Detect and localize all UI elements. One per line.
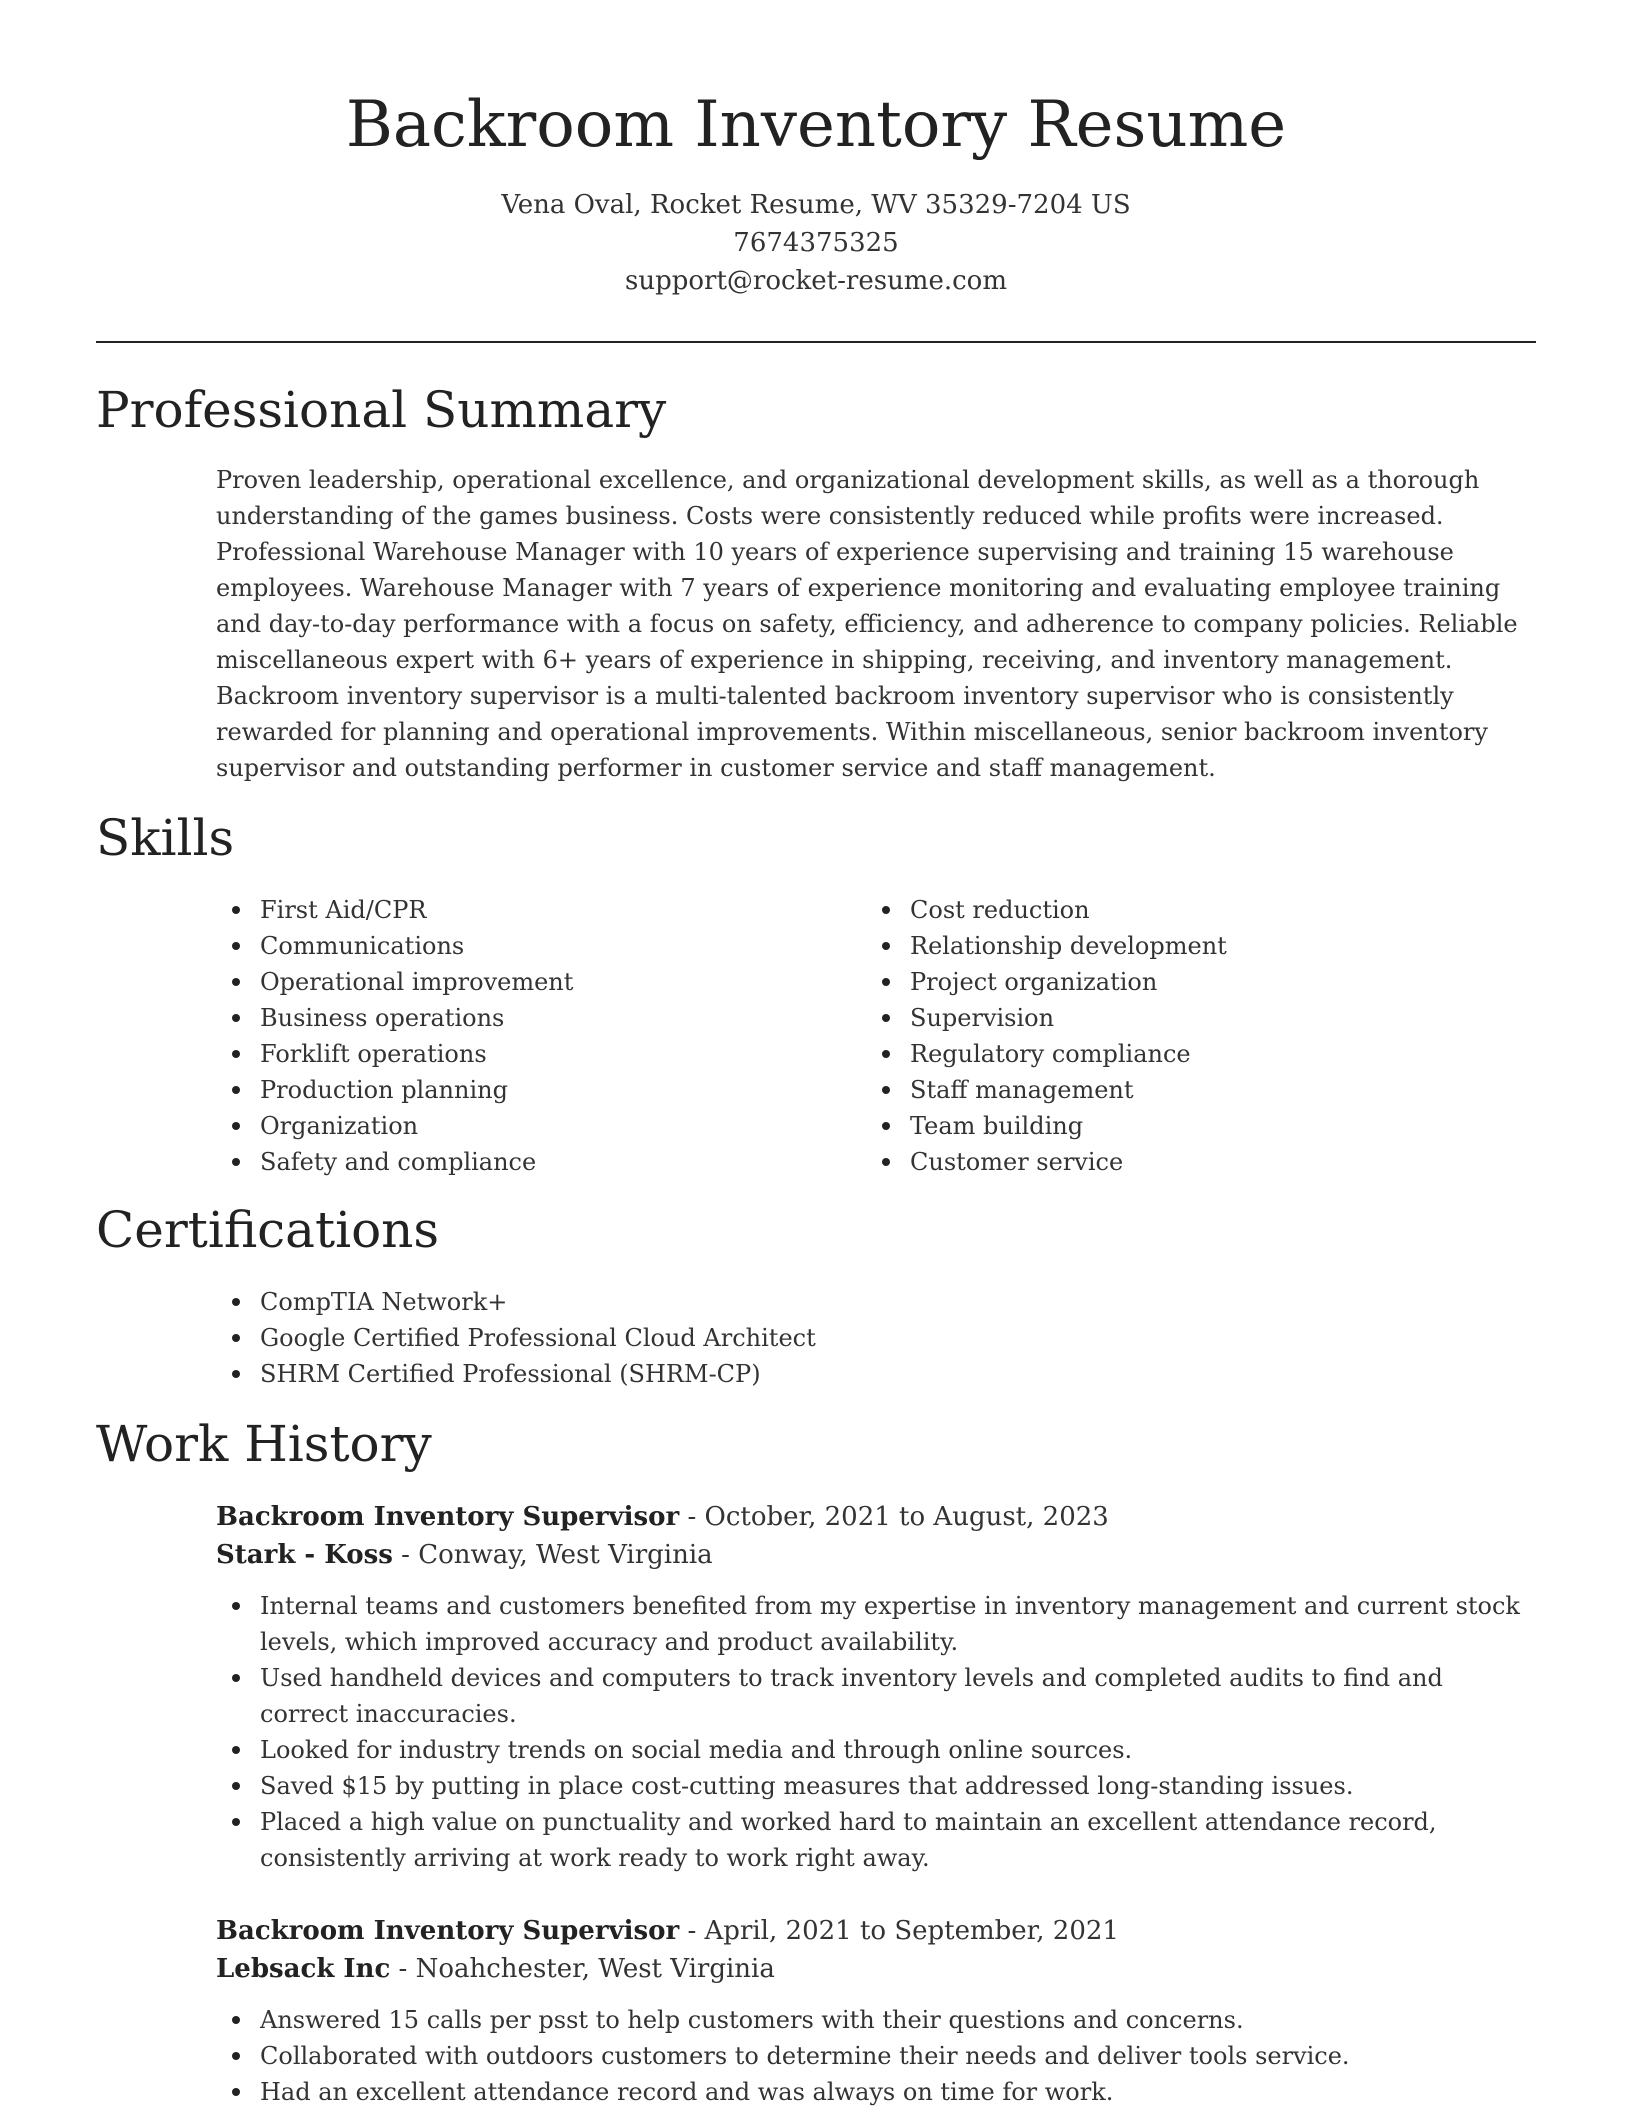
summary-text: Proven leadership, operational excellence, and organizational development skills, as well as a thorough understanding of the games business. Costs were consistently reduced while profits were increased. Professional Warehouse Manager with 10 years of experience supervising and training 15 warehouse employees. Warehouse Manager with 7 years of experience monitoring and evaluating employee training and day-to-day performance with a focus on safety, efficiency, and adherence to company policies. Reliable miscellaneous expert with 6+ years of experience in shipping, receiving, and inventory management. Backroom inventory supervisor is a multi-talented backroom inventory supervisor who is consistently rewarded for planning and operational improvements. Within miscellaneous, senior backroom inventory supervisor and outstanding performer in customer service and staff management. — [216, 466, 1518, 782]
list-item: Relationship development — [866, 928, 1466, 964]
list-item: Production planning — [216, 1072, 816, 1108]
list-item: Used handheld devices and computers to track inventory levels and completed audits to find and correct inaccuracies. — [216, 1660, 1526, 1732]
certifications-list — [216, 1284, 1516, 1392]
list-item: Operational improvement — [216, 964, 816, 1000]
job-location: - Noahchester, West Virginia — [390, 1954, 775, 1984]
list-item: Business operations — [216, 1000, 816, 1036]
list-item: Safety and compliance — [216, 1144, 816, 1180]
list-item: Google Certified Professional Cloud Architect — [216, 1320, 1516, 1356]
certifications-block — [216, 1284, 1516, 1392]
job-entry — [216, 1498, 1526, 1876]
certifications-heading: Certifications — [96, 1201, 440, 1259]
list-item: Forklift operations — [216, 1036, 816, 1072]
list-item: Had an excellent attendance record and was always on time for work. — [216, 2074, 1526, 2110]
resume-header — [0, 0, 1632, 300]
job-dates: - October, 2021 to August, 2023 — [679, 1502, 1109, 1532]
list-item: CompTIA Network+ — [216, 1284, 1516, 1320]
list-item: Supervision — [866, 1000, 1466, 1036]
job-dates: - April, 2021 to September, 2021 — [679, 1916, 1119, 1946]
list-item: SHRM Certified Professional (SHRM-CP) — [216, 1356, 1516, 1392]
job-company-line — [216, 1950, 1526, 1988]
job-entry — [216, 1912, 1526, 2110]
list-item: Team building — [866, 1108, 1466, 1144]
phone: 7674375325 — [733, 228, 899, 258]
job-title-line — [216, 1498, 1526, 1536]
job-company-line — [216, 1536, 1526, 1574]
skills-column-left — [216, 892, 816, 1180]
job-bullets — [216, 1588, 1526, 1876]
header-divider — [96, 341, 1536, 343]
list-item: Looked for industry trends on social media and through online sources. — [216, 1732, 1526, 1768]
skills-list-right — [866, 892, 1466, 1180]
address: Vena Oval, Rocket Resume, WV 35329-7204 US — [501, 190, 1131, 220]
work-history-heading: Work History — [96, 1415, 432, 1473]
list-item: Communications — [216, 928, 816, 964]
list-item: Internal teams and customers benefited from my expertise in inventory management and current stock levels, which improved accuracy and product availability. — [216, 1588, 1526, 1660]
list-item: Staff management — [866, 1072, 1466, 1108]
contact-info — [0, 186, 1632, 300]
job-role: Backroom Inventory Supervisor — [216, 1502, 680, 1532]
list-item: Cost reduction — [866, 892, 1466, 928]
job-bullets — [216, 2002, 1526, 2110]
job-company: Lebsack Inc — [216, 1954, 391, 1984]
job-company: Stark - Koss — [216, 1540, 393, 1570]
summary-heading: Professional Summary — [96, 381, 667, 439]
list-item: Placed a high value on punctuality and worked hard to maintain an excellent attendance record, consistently arriving at work ready to work right away. — [216, 1804, 1526, 1876]
job-location: - Conway, West Virginia — [392, 1540, 713, 1570]
skills-column-right — [866, 892, 1466, 1180]
list-item: Saved $15 by putting in place cost-cutting measures that addressed long-standing issues. — [216, 1768, 1526, 1804]
list-item: Collaborated with outdoors customers to determine their needs and deliver tools service. — [216, 2038, 1526, 2074]
list-item: Customer service — [866, 1144, 1466, 1180]
skills-heading: Skills — [96, 809, 235, 867]
list-item: First Aid/CPR — [216, 892, 816, 928]
skills-list-left — [216, 892, 816, 1180]
list-item: Organization — [216, 1108, 816, 1144]
job-title-line — [216, 1912, 1526, 1950]
list-item: Regulatory compliance — [866, 1036, 1466, 1072]
list-item: Project organization — [866, 964, 1466, 1000]
email: support@rocket-resume.com — [624, 266, 1007, 296]
resume-title: Backroom Inventory Resume — [345, 88, 1287, 162]
job-role: Backroom Inventory Supervisor — [216, 1916, 680, 1946]
list-item: Answered 15 calls per psst to help customers with their questions and concerns. — [216, 2002, 1526, 2038]
